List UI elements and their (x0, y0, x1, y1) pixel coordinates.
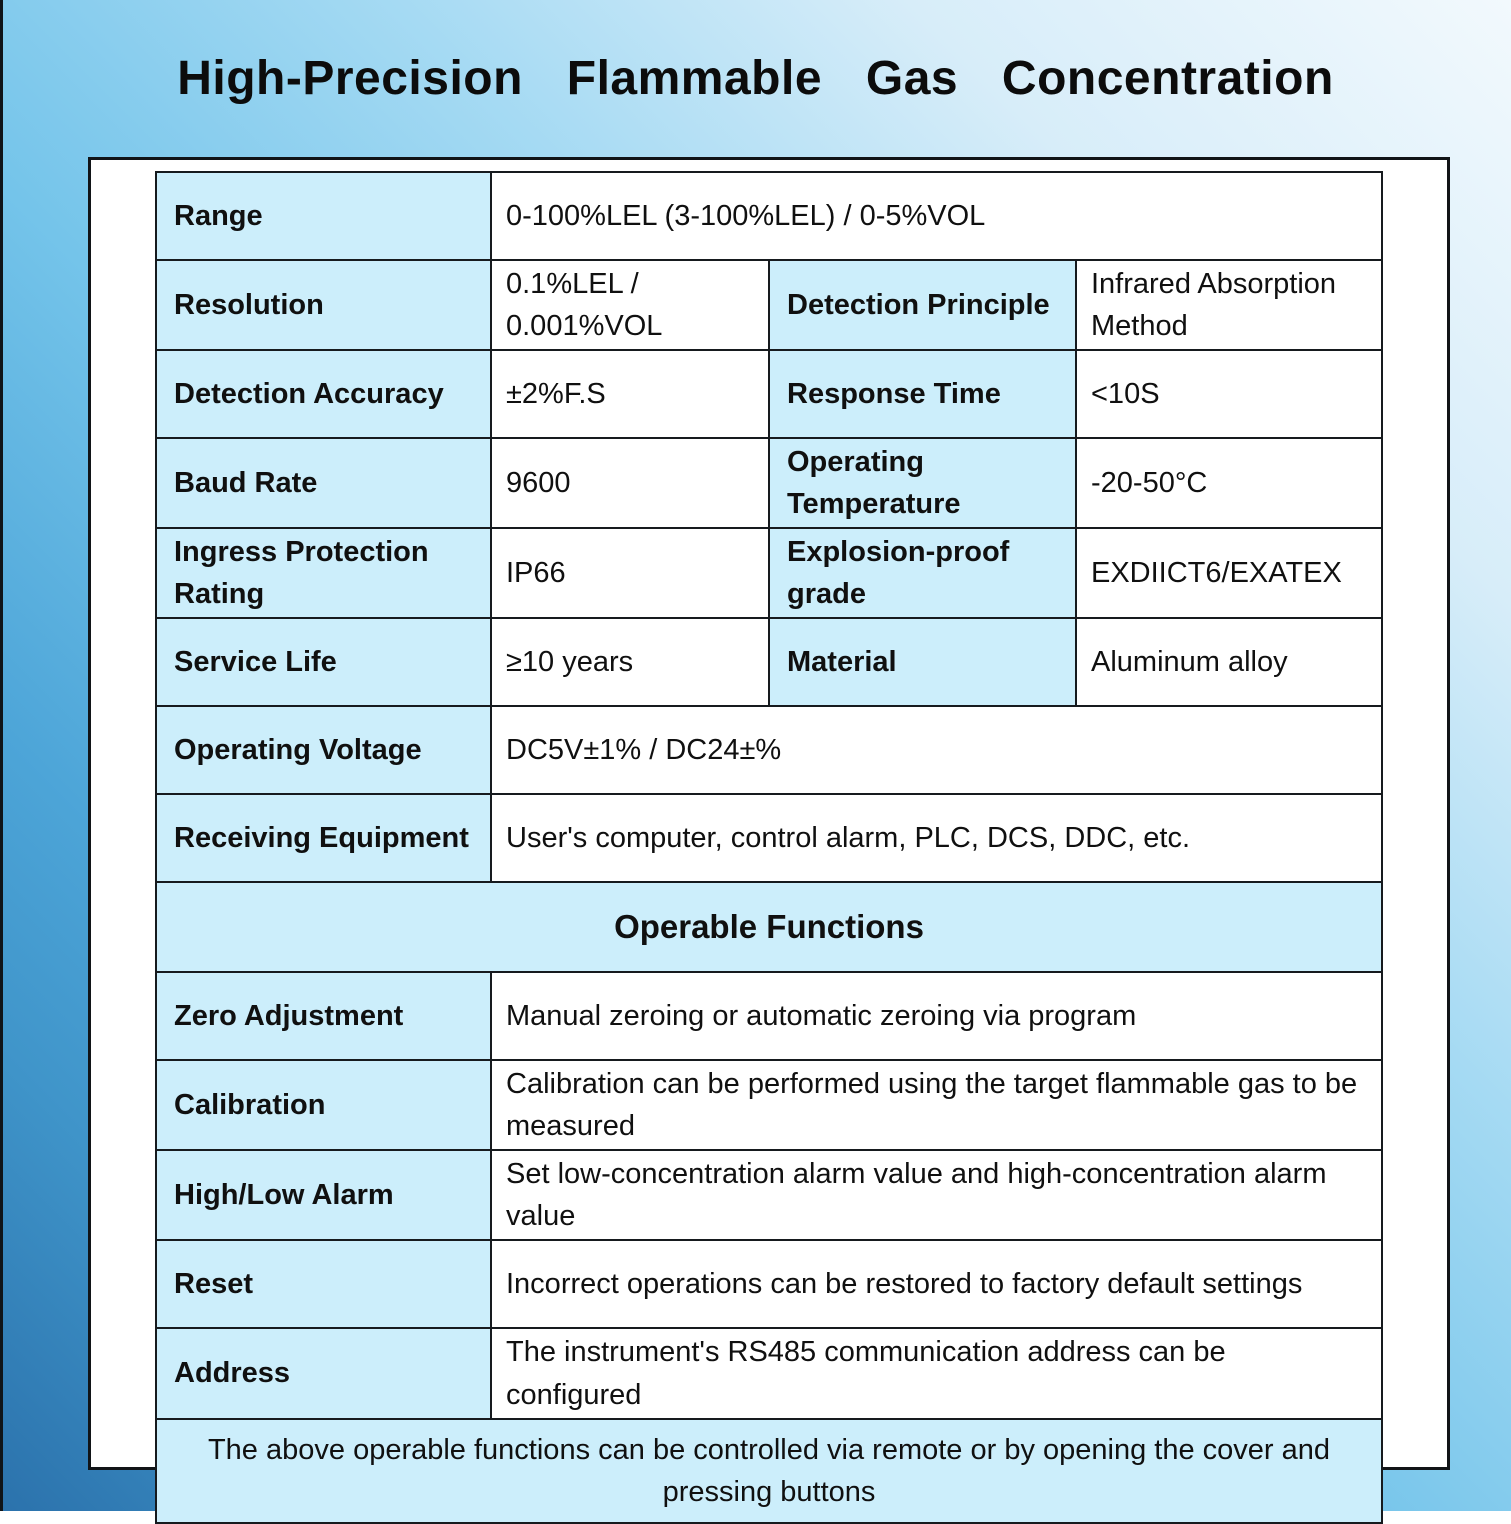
spec-table (155, 171, 1383, 1524)
spec-label-operating-temperature: Operating Temperature (769, 438, 1076, 528)
footer-note: The above operable functions can be controlled via remote or by opening the cover and pressing buttons (156, 1419, 1382, 1523)
spec-value-explosion-proof-grade: EXDIICT6/EXATEX (1076, 528, 1382, 618)
table-row (156, 972, 1382, 1060)
table-row (156, 172, 1382, 260)
spec-value-operating-temperature: -20-50°C (1076, 438, 1382, 528)
spec-label-material: Material (769, 618, 1076, 706)
spec-value-receiving-equipment: User's computer, control alarm, PLC, DCS, DDC, etc. (491, 794, 1382, 882)
spec-value-detection-principle: Infrared Absorption Method (1076, 260, 1382, 350)
left-edge-border (0, 0, 3, 1511)
spec-label-range: Range (156, 172, 491, 260)
spec-label-baud-rate: Baud Rate (156, 438, 491, 528)
spec-label-resolution: Resolution (156, 260, 491, 350)
table-row (156, 1060, 1382, 1150)
table-row (156, 1240, 1382, 1328)
table-row (156, 1328, 1382, 1418)
page-title: High-Precision Flammable Gas Concentration (177, 52, 1334, 105)
footer-note-row (156, 1419, 1382, 1523)
table-row (156, 438, 1382, 528)
table-row (156, 706, 1382, 794)
function-value-calibration: Calibration can be performed using the target flammable gas to be measured (491, 1060, 1382, 1150)
section-header-row (156, 882, 1382, 972)
spec-label-ingress-protection: Ingress Protection Rating (156, 528, 491, 618)
spec-value-detection-accuracy: ±2%F.S (491, 350, 769, 438)
spec-value-ingress-protection: IP66 (491, 528, 769, 618)
spec-value-operating-voltage: DC5V±1% / DC24±% (491, 706, 1382, 794)
spec-value-service-life: ≥10 years (491, 618, 769, 706)
function-label-high-low-alarm: High/Low Alarm (156, 1150, 491, 1240)
spec-label-response-time: Response Time (769, 350, 1076, 438)
table-row (156, 528, 1382, 618)
section-header-operable-functions: Operable Functions (156, 882, 1382, 972)
function-value-zero-adjustment: Manual zeroing or automatic zeroing via program (491, 972, 1382, 1060)
function-label-reset: Reset (156, 1240, 491, 1328)
spec-value-resolution: 0.1%LEL / 0.001%VOL (491, 260, 769, 350)
function-value-high-low-alarm: Set low-concentration alarm value and high-concentration alarm value (491, 1150, 1382, 1240)
spec-value-response-time: <10S (1076, 350, 1382, 438)
function-value-address: The instrument's RS485 communication address can be configured (491, 1328, 1382, 1418)
spec-label-service-life: Service Life (156, 618, 491, 706)
table-row (156, 260, 1382, 350)
spec-value-range: 0-100%LEL (3-100%LEL) / 0-5%VOL (491, 172, 1382, 260)
table-row (156, 794, 1382, 882)
spec-label-detection-accuracy: Detection Accuracy (156, 350, 491, 438)
function-value-reset: Incorrect operations can be restored to factory default settings (491, 1240, 1382, 1328)
function-label-zero-adjustment: Zero Adjustment (156, 972, 491, 1060)
spec-value-material: Aluminum alloy (1076, 618, 1382, 706)
function-label-calibration: Calibration (156, 1060, 491, 1150)
table-row (156, 618, 1382, 706)
spec-label-receiving-equipment: Receiving Equipment (156, 794, 491, 882)
spec-sheet-panel (88, 157, 1450, 1508)
spec-label-detection-principle: Detection Principle (769, 260, 1076, 350)
spec-label-explosion-proof-grade: Explosion-proof grade (769, 528, 1076, 618)
function-label-address: Address (156, 1328, 491, 1418)
spec-label-operating-voltage: Operating Voltage (156, 706, 491, 794)
table-row (156, 350, 1382, 438)
table-row (156, 1150, 1382, 1240)
spec-value-baud-rate: 9600 (491, 438, 769, 528)
